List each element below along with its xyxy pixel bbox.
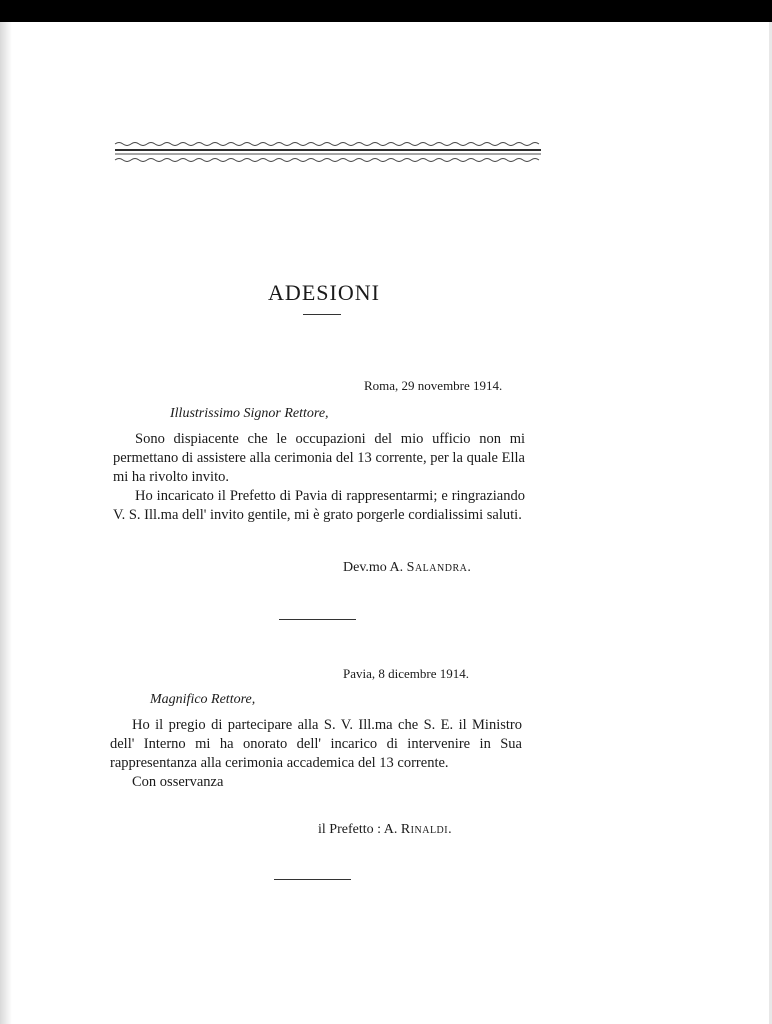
letter1-signature bbox=[343, 560, 471, 576]
decorative-header-rule bbox=[113, 138, 543, 168]
scan-left-edge bbox=[0, 22, 12, 1024]
letter1-paragraph-2: Ho incaricato il Prefetto di Pavia di rappresentarmi; e ringraziando V. S. Ill.ma dell' invito gentile, mi è grato porgerle cordialissimi saluti. bbox=[113, 488, 525, 523]
scan-top-border bbox=[0, 0, 772, 22]
letter1-signature-prefix: Dev.mo A. bbox=[343, 560, 407, 575]
letter1-paragraph-1: Sono dispiacente che le occupazioni del mio ufficio non mi permettano di assistere alla cerimonia del 13 corrente, per la quale Ella mi ha rivolto invito. bbox=[113, 431, 525, 485]
letter1-signature-name: Salandra. bbox=[406, 560, 472, 575]
letter1-body bbox=[113, 430, 525, 525]
letter2-closing: Con osservanza bbox=[132, 774, 224, 790]
letter2-signature-prefix: il Prefetto : A. bbox=[318, 822, 401, 837]
letter-separator-1 bbox=[279, 619, 356, 620]
letter2-paragraph-1: Ho il pregio di partecipare alla S. V. Ill.ma che S. E. il Ministro dell' Interno mi ha onorato dell' incarico di intervenire in Sua rappresentanza alla cerimonia accademica del 13 corrente. bbox=[110, 717, 522, 771]
letter1-salutation: Illustrissimo Signor Rettore, bbox=[170, 406, 329, 421]
letter2-body bbox=[110, 716, 522, 792]
letter2-signature bbox=[318, 822, 452, 838]
title-underline bbox=[303, 314, 341, 315]
letter2-signature-name: Rinaldi. bbox=[400, 822, 453, 837]
letter2-dateline: Pavia, 8 dicembre 1914. bbox=[343, 666, 469, 681]
letter2-salutation: Magnifico Rettore, bbox=[150, 692, 256, 707]
letter-separator-2 bbox=[274, 879, 351, 880]
page-title: ADESIONI bbox=[268, 280, 380, 305]
letter1-dateline: Roma, 29 novembre 1914. bbox=[364, 378, 503, 393]
